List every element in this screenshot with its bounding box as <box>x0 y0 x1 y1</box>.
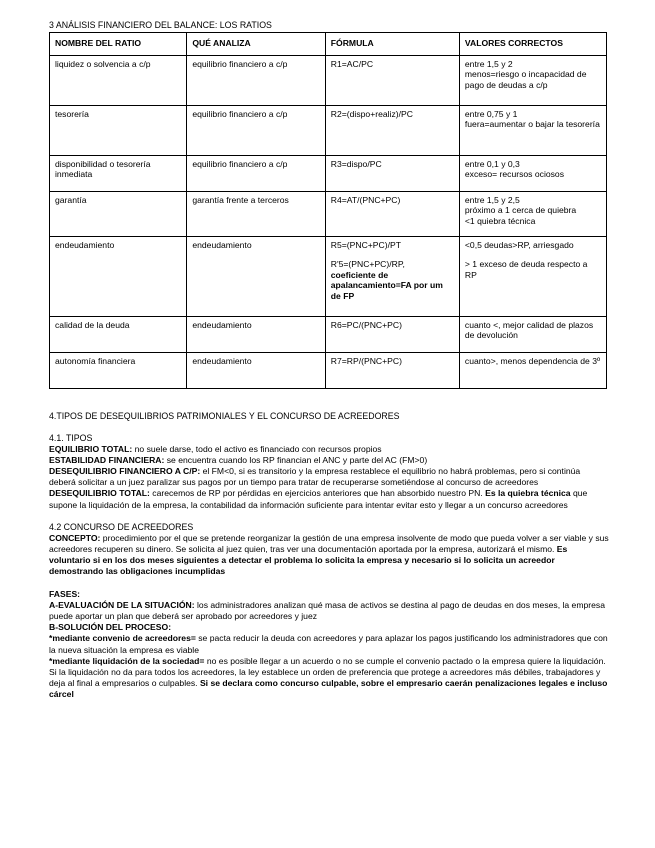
cell-formula: R6=PC/(PNC+PC) <box>325 316 459 352</box>
cell-valores <box>459 105 606 155</box>
section-3-title: 3 ANÁLISIS FINANCIERO DEL BALANCE: LOS RATIOS <box>49 20 272 30</box>
fases-title: FASES: <box>49 588 81 599</box>
table-header-row <box>50 33 607 56</box>
formula-line: R5=(PNC+PC)/PT <box>330 239 401 250</box>
cell-analiza: endeudamiento <box>187 316 325 352</box>
cell-analiza: equilibrio financiero a c/p <box>187 105 325 155</box>
table-row <box>50 236 607 316</box>
cell-formula: R1=AC/PC <box>325 55 459 105</box>
liquidacion-paragraph <box>49 656 609 701</box>
cell-valores: cuanto>, menos dependencia de 3º <box>459 352 606 388</box>
tipo-tail: que supone la liquidación de la empresa, la contabilidad da información suficiente para intentar evitar esto y llegar a un concurso acreedores <box>49 488 588 510</box>
cell-analiza: garantía frente a terceros <box>187 191 325 236</box>
formula-alt <box>331 259 454 301</box>
table-row <box>50 191 607 236</box>
cell-name: calidad de la deuda <box>50 316 187 352</box>
tipo-label: ESTABILIDAD FINANCIERA: <box>49 454 165 465</box>
convenio-paragraph <box>49 633 609 655</box>
fase-a <box>49 600 609 622</box>
subsection-tipos-title: 4.1. TIPOS <box>49 432 93 443</box>
table-row <box>50 316 607 352</box>
header-analiza: QUÉ ANALIZA <box>187 33 325 56</box>
cell-name: autonomía financiera <box>50 352 187 388</box>
table-row <box>50 155 607 191</box>
cell-name: liquidez o solvencia a c/p <box>50 55 187 105</box>
cell-valores <box>459 236 606 316</box>
valor-line: entre 1,5 y 2,5 <box>464 194 520 205</box>
cell-name: tesorería <box>50 105 187 155</box>
valor-line: entre 0,1 y 0,3 <box>464 158 520 169</box>
valor-line: <0,5 deudas>RP, arriesgado <box>464 239 574 250</box>
cell-valores <box>459 55 606 105</box>
formula-alt-bold: coeficiente de apalancamiento=FA por um de FP <box>330 269 443 301</box>
fase-b-label: B-SOLUCIÓN DEL PROCESO: <box>49 622 172 633</box>
tipo-label: EQUILIBRIO TOTAL: <box>49 443 133 454</box>
valor-line: entre 1,5 y 2 <box>464 58 513 69</box>
cell-formula: R7=RP/(PNC+PC) <box>325 352 459 388</box>
liquidacion-label: *mediante liquidación de la sociedad= <box>49 655 205 666</box>
liquidacion-text: no es posible llegar a un acuerdo o no se cumple el convenio pactado o la empresa quiere la liquidación. Si la liquidación no da para todos los acreedores, la ley establece un orden de preferencia que protege a acreedores más débiles, trabajadores y deja al final a empresarios o culpables. <box>49 655 606 689</box>
tipo-bold-tail: Es la quiebra técnica <box>485 488 571 499</box>
cell-name: disponibilidad o tesorería inmediata <box>50 155 187 191</box>
cell-name: garantía <box>50 191 187 236</box>
formula-alt-text: R'5=(PNC+PC)/RP, <box>330 259 405 269</box>
concepto-paragraph <box>49 533 609 578</box>
concepto-label: CONCEPTO: <box>49 532 101 543</box>
document-page <box>49 20 609 701</box>
tipo-text: carecemos de RP por pérdidas en ejercicios anteriores que han absorbido nuestro PN. <box>149 488 486 499</box>
cell-analiza: endeudamiento <box>187 352 325 388</box>
concepto-text: procedimiento por el que se pretende reorganizar la gestión de una empresa insolvente de modo que pueda volver a ser viable y sus acreedores recuperen su dinero. Se solicita al juez quien, tras ver una documentación aportada por la empresa, autorizará el mismo. <box>49 532 609 554</box>
fase-a-text: los administradores analizan qué masa de activos se destina al pago de deudas en dos meses, la empresa puede aportar un plan que deberá ser aprobado por acreedores y juez <box>49 599 605 621</box>
table-row <box>50 55 607 105</box>
tipo-desequilibrio-total <box>49 488 609 510</box>
tipo-text: se encuentra cuando los RP financian el ANC y parte del AC (FM>0) <box>164 454 428 465</box>
tipo-text: el FM<0, si es transitorio y la empresa restablece el equilibrio no habrá problemas, pero si continúa deberá solicitar a un juez paralizar sus pagos por un tiempo para tratar de recuperarse sometiéndose al concurso de acreedores <box>49 465 581 488</box>
convenio-text: se pacta reducir la deuda con acreedores y para aplazar los pagos justificando los administradores que con la nueva situación la empresa es viable <box>49 633 608 655</box>
table-row <box>50 105 607 155</box>
cell-valores <box>459 191 606 236</box>
ratios-table <box>49 32 607 389</box>
valor-line: <1 quiebra técnica <box>464 215 536 226</box>
header-formula: FÓRMULA <box>325 33 459 56</box>
cell-formula <box>325 236 459 316</box>
tipo-desequilibrio-cp <box>49 466 609 488</box>
valor-line: próximo a 1 cerca de quiebra <box>464 205 577 215</box>
table-row <box>50 352 607 388</box>
cell-valores: cuanto <, mejor calidad de plazos de devolución <box>459 316 606 352</box>
cell-formula: R4=AT/(PNC+PC) <box>325 191 459 236</box>
subsection-concurso-title: 4.2 CONCURSO DE ACREEDORES <box>49 521 194 532</box>
cell-analiza: equilibrio financiero a c/p <box>187 155 325 191</box>
tipo-text: no suele darse, todo el activo es financiado con recursos propios <box>132 443 382 454</box>
tipo-label: DESEQUILIBRIO TOTAL: <box>49 488 150 499</box>
cell-valores <box>459 155 606 191</box>
valor-line: fuera=aumentar o bajar la tesorería <box>464 119 600 129</box>
header-nombre: NOMBRE DEL RATIO <box>50 33 187 56</box>
cell-formula: R3=dispo/PC <box>325 155 459 191</box>
valor-line: exceso= recursos ociosos <box>464 169 565 179</box>
fase-a-label: A-EVALUACIÓN DE LA SITUACIÓN: <box>49 599 195 610</box>
cell-analiza: endeudamiento <box>187 236 325 316</box>
valor-line: > 1 exceso de deuda respecto a RP <box>464 259 588 280</box>
tipo-label: DESEQUILIBRIO FINANCIERO A C/P: <box>49 465 201 476</box>
valor-line: menos=riesgo o incapacidad de pago de deudas a c/p <box>464 69 587 90</box>
tipo-estabilidad <box>49 455 609 466</box>
cell-analiza: equilibrio financiero a c/p <box>187 55 325 105</box>
convenio-label: *mediante convenio de acreedores= <box>49 633 196 644</box>
concepto-bold: Es voluntario si en los dos meses siguientes a detectar el problema lo solicita la empresa y necesario si lo solicita un acreedor demostrando las obligaciones incumplidas <box>49 543 568 577</box>
valor-line: entre 0,75 y 1 <box>464 108 518 119</box>
cell-formula: R2=(dispo+realiz)/PC <box>325 105 459 155</box>
tipo-equilibrio-total <box>49 444 609 455</box>
cell-name: endeudamiento <box>50 236 187 316</box>
section-4-title: 4.TIPOS DE DESEQUILIBRIOS PATRIMONIALES Y EL CONCURSO DE ACREEDORES <box>49 410 400 421</box>
header-valores: VALORES CORRECTOS <box>459 33 606 56</box>
liquidacion-bold: Si se declara como concurso culpable, sobre el empresario caerán penalizaciones legales e incluso cárcel <box>49 678 608 700</box>
